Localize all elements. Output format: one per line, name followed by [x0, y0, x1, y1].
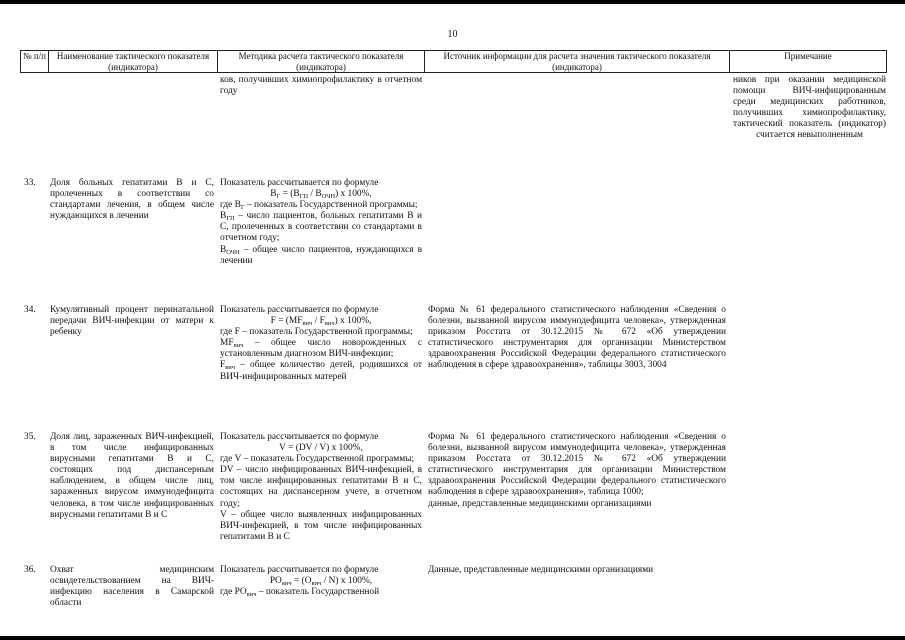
header-method: Методика расчета тактического показателя (индикатора): [217, 50, 425, 73]
row-source: [428, 432, 726, 510]
row-indicator-name: Кумулятивный процент перинатальной передачи ВИЧ-инфекции от матери к ребенку: [50, 305, 214, 338]
row-method: [220, 178, 422, 267]
method-definition-line: $В_{ГП}$ – число пациентов, больных гепатитами В и С, пролеченных в соответствии со стандартами в отчетном году;: [220, 211, 422, 244]
method-definition-line: V – общее число выявленных инфицированных ВИЧ-инфекцией, в том числе инфицированных гепатитами В и С: [220, 509, 422, 542]
method-intro: Показатель рассчитывается по формуле: [220, 565, 379, 575]
method-formula: $В_Г = (В_{ГП} / В_{ОЧН})$ x 100%,: [270, 189, 372, 201]
method-definitions: [220, 587, 422, 598]
row-indicator-name: Доля больных гепатитами В и С, пролеченных в соответствии со стандартами лечения, в общем числе нуждающихся в лечении: [50, 178, 214, 222]
header-name: Наименование тактического показателя (индикатора): [48, 50, 218, 73]
continuation-note: ников при оказании медицинской помощи ВИЧ-инфицированным среди медицинских работников, получивших химиопрофилактику, тактический показатель (индикатор) считается невыполненным: [733, 75, 886, 141]
header-note: Примечание: [729, 50, 887, 73]
method-intro: Показатель рассчитывается по формуле: [220, 432, 379, 442]
row-number: 36.: [24, 565, 36, 575]
method-definition-line: $MF_{вич}$ – общее число новорожденных с установленным диагнозом ВИЧ-инфекции;: [220, 338, 422, 360]
row-method: [220, 565, 422, 598]
row-number: 33.: [24, 178, 36, 188]
source-text: Форма № 61 федерального статистического наблюдения «Сведения о болезни, вызванной вирусом иммунодефицита человека», утвержденная приказом Росстата от 30.12.2015 № 672 «Об утверждении статистического инструментария для организации Министерством здравоохранения Российской Федерации федерального статистического наблюдения в сфере здравоохранения», таблица 1000;: [428, 432, 726, 498]
header-num: № п/п: [20, 50, 49, 73]
method-intro: Показатель рассчитывается по формуле: [220, 178, 379, 188]
source-extra: данные, представленные медицинскими организациями: [428, 498, 652, 509]
method-formula: $F = (MF_{вич} / F_{вич})$ x 100%,: [270, 316, 372, 328]
row-method: [220, 432, 422, 543]
row-indicator-name: Охват медицинским освидетельствованием на ВИЧ-инфекцию населения в Самарской области: [50, 565, 214, 609]
method-definitions: [220, 200, 422, 267]
row-number: 35.: [24, 432, 36, 442]
method-definitions: [220, 454, 422, 543]
method-definition-line: где V – показатель Государственной программы;: [220, 454, 415, 465]
row-method: [220, 305, 422, 383]
row-source: Форма № 61 федерального статистического наблюдения «Сведения о болезни, вызванной вирусом иммунодефицита человека», утвержденная приказом Росстата от 30.12.2015 № 672 «Об утверждении статистического инструментария для организации Министерством здравоохранения Российской Федерации федерального статистического наблюдения в сфере здравоохранения», таблицы 3003, 3004: [428, 305, 726, 371]
method-formula: V = (DV / V) x 100%,: [279, 443, 363, 454]
top-border: [0, 0, 905, 4]
row-indicator-name: Доля лиц, зараженных ВИЧ-инфекцией, в том числе инфицированных вирусными гепатитами В и С, состоящих под диспансерным наблюдением, в общем числе лиц, зараженных вирусом иммунодефицита человека, в том числе инфицированных вирусными гепатитами В и С: [50, 432, 214, 520]
method-definition-line: где $PO_{вич}$ – показатель Государственной: [220, 587, 380, 599]
method-intro: Показатель рассчитывается по формуле: [220, 305, 379, 315]
page-number: 10: [447, 29, 458, 40]
method-definition-line: $F_{вич}$ – общее количество детей, родившихся от ВИЧ-инфицированных матерей: [220, 360, 422, 382]
method-definition-line: где $В_Г$ – показатель Государственной программы;: [220, 200, 418, 212]
method-definitions: [220, 327, 422, 382]
continuation-method: ков, получивших химиопрофилактику в отчетном году: [220, 75, 422, 97]
method-definition-line: $В_{ОЧН}$ – общее число пациентов, нуждающихся в лечении: [220, 244, 422, 266]
method-definition-line: где F – показатель Государственной программы;: [220, 327, 413, 338]
header-source: Источник информации для расчета значения тактического показателя (индикатора): [424, 50, 730, 73]
row-number: 34.: [24, 305, 36, 315]
method-formula: $PO_{вич} = (O_{вич} / N)$ x 100%,: [269, 576, 373, 588]
row-source: Данные, представленные медицинскими организациями: [428, 565, 654, 575]
bottom-border: [0, 636, 905, 640]
method-definition-line: DV – число инфицированных ВИЧ-инфекцией, в том числе инфицированных гепатитами В и С, состоящих на диспансерном учете, в отчетном году;: [220, 465, 422, 509]
